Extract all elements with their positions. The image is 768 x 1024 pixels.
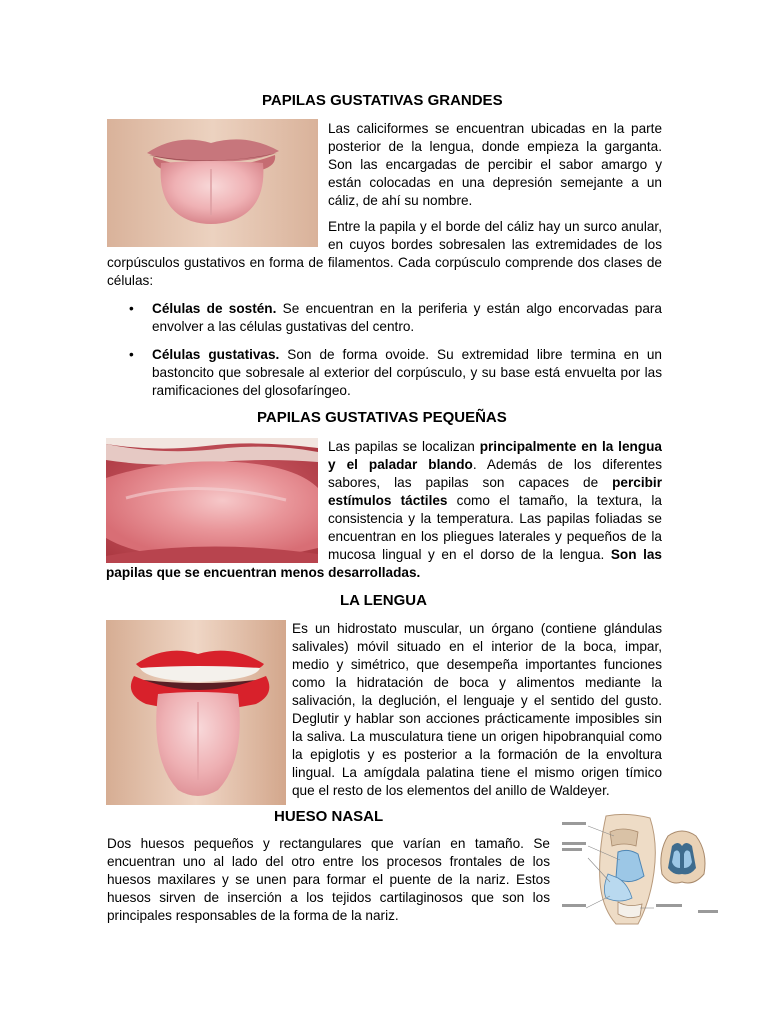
pequenas-paragraph-wrap — [106, 438, 662, 582]
section-title-hueso-nasal: HUESO NASAL — [274, 808, 384, 825]
cell-types-list — [107, 300, 662, 410]
section-title-papilas-grandes: PAPILAS GUSTATIVAS GRANDES — [262, 92, 503, 109]
pequenas-text-3: como el tamaño, la textura, la consistencia y la temperatura. Las papilas foliadas se encuentran en los pliegues laterales y pequeños de la mucosa lingual y en el dorso de la lengua. — [328, 493, 662, 562]
nasal-paragraph: Dos huesos pequeños y rectangulares que varían en tamaño. Se encuentran uno al lado del otro entre los procesos frontales de los huesos maxilares y se unen para formar el puente de la nariz. Estos huesos sirven de inserción a los tejidos cartilaginosos que son los principales responsables de la forma de la nariz. — [107, 836, 550, 923]
pequenas-bold-2: percibir estímulos táctiles — [328, 475, 662, 508]
nasal-bone-diagram — [558, 812, 722, 930]
bullet-term: Células de sostén. — [152, 301, 277, 316]
list-item: • Células gustativas. Son de forma ovoide. Su extremidad libre termina en un bastoncito que sobresale al exterior del corpúsculo, y su base está envuelta por las ramificaciones del glosofaríngeo. — [129, 347, 662, 398]
pequenas-text-1: Las papilas se localizan — [328, 439, 480, 454]
grandes-paragraph-2-wrap — [107, 218, 662, 290]
lengua-paragraph: Es un hidrostato muscular, un órgano (contiene glándulas salivales) móvil situado en el interior de la boca, impar, medio y simétrico, que desempeña importantes funciones como la hidratación de boca y alimentos mediante la salivación, la deglución, el lenguaje y el sentido del gusto. Deglutir y hablar son acciones prácticamente imposibles sin la saliva. La musculatura tiene un origen hipobranquial como la epiglotis y es posterior a la formación de la envoltura lingual. La amígdala palatina tiene el mismo origen tímico que el resto de los elementos del anillo de Waldeyer. — [292, 621, 662, 798]
bullet-text: Son de forma ovoide. Su extremidad libre termina en un bastoncito que sobresale al exterior del corpúsculo, y su base está envuelta por las ramificaciones del glosofaríngeo. — [152, 347, 662, 398]
section-title-la-lengua: LA LENGUA — [340, 592, 427, 609]
pequenas-text-2: . Además de los diferentes sabores, las papilas son capaces de — [328, 457, 662, 490]
bullet-text: Se encuentran en la periferia y están algo encorvadas para envolver a las células gustativas del centro. — [152, 301, 662, 334]
tongue-photo-2 — [106, 620, 286, 805]
section-title-papilas-pequenas: PAPILAS GUSTATIVAS PEQUEÑAS — [257, 409, 507, 426]
grandes-paragraph-2: Entre la papila y el borde del cáliz hay un surco anular, en cuyos bordes sobresalen las extremidades de los corpúsculos gustativos en forma de filamentos. Cada corpúsculo comprende dos clases de células: — [107, 219, 662, 288]
list-item: • Células de sostén. Se encuentran en la periferia y están algo encorvadas para envolver a las células gustativas del centro. — [129, 301, 662, 334]
pequenas-bold-1: principalmente en la lengua y el paladar blando — [328, 439, 662, 472]
grandes-paragraph-1: Las caliciformes se encuentran ubicadas en la parte posterior de la lengua, donde empieza la garganta. Son las encargadas de percibir el sabor amargo y están colocadas en una depresión semejante a un cáliz, de ahí su nombre. — [328, 121, 662, 208]
bullet-term: Células gustativas. — [152, 347, 280, 362]
pequenas-bold-3: Son las papilas que se encuentran menos desarrolladas. — [106, 547, 662, 580]
